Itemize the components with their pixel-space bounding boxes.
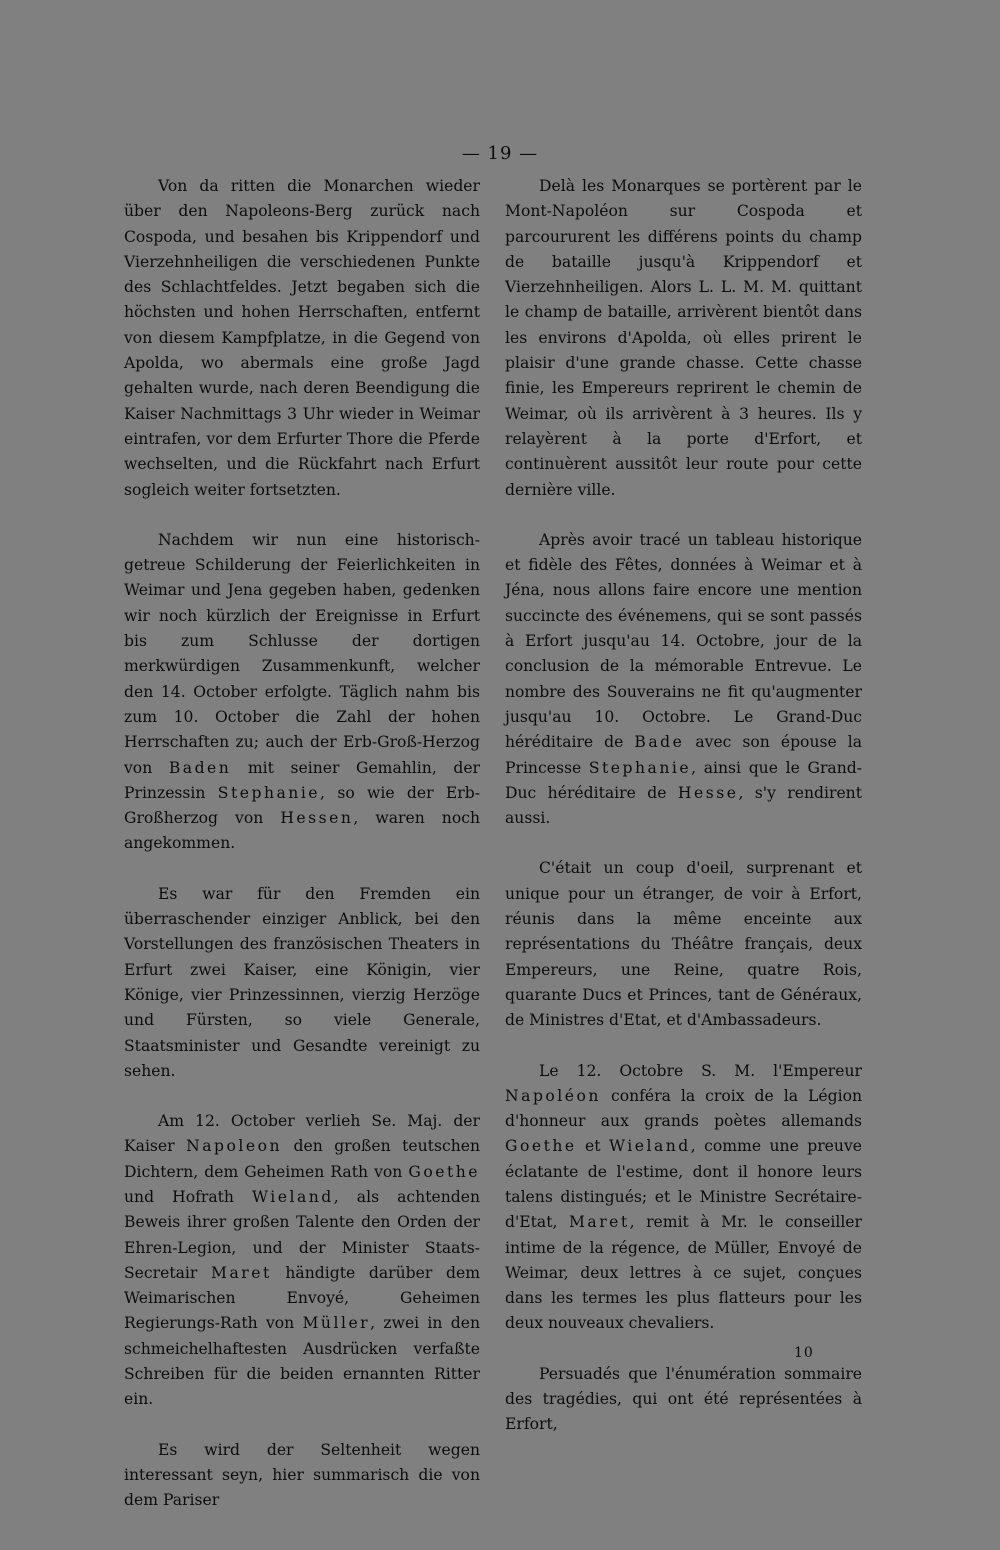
german-paragraph-1: Von da ritten die Monarchen wieder über den Napoleons-Berg zurück nach Cospoda, und besahen bis Krippendorf und Vierzehnheiligen die verschiedenen Punkte des Schlachtfeldes. Jetzt begaben sich die höchsten und hohen Herrschaften, entfernt von diesem Kampfplatze, in die Gegend von Apolda, wo abermals eine große Jagd gehalten wurde, nach deren Beendigung die Kaiser Nachmittags 3 Uhr wieder in Weimar eintrafen, vor dem Erfurter Thore die Pferde wechselten, und die Rückfahrt nach Erfurt sogleich weiter fortsetzten.: [124, 177, 480, 499]
french-paragraph-2: Après avoir tracé un tableau historique et fidèle des Fêtes, données à Weimar et à Jéna, nous allons faire encore une mention succincte des événemens, qui se sont passés à Erfort jusqu'au 14. Octobre, jour de la conclusion de la mémorable Entrevue. Le nombre des Souverains ne fit qu'augmenter jusqu'au 10. Octobre. Le Grand-Duc héréditaire de Bade avec son épouse la Princesse Stephanie, ainsi que le Grand-Duc héréditaire de Hesse, s'y rendirent aussi.: [505, 530, 862, 828]
german-paragraph-4: Am 12. October verlieh Se. Maj. der Kaiser Napoleon den großen teutschen Dichtern, dem Geheimen Rath von Goethe und Hofrath Wieland, als achtenden Beweis ihrer großen Talente den Orden der Ehren-Legion, und der Minister Staats-Secretair Maret händigte darüber dem Weimarischen Envoyé, Geheimen Regierungs-Rath von Müller, zwei in den schmeichelhaftesten Ausdrücken verfaßte Schreiben für die beiden ernannten Ritter ein.: [124, 1112, 481, 1409]
german-paragraph-5: Es wird der Seltenheit wegen interessant seyn, hier summarisch die von dem Pariser: [124, 1440, 480, 1510]
german-paragraph-2: Nachdem wir nun eine historisch-getreue Schilderung der Feierlichkeiten in Weimar und Jena gegeben haben, gedenken wir noch kürzlich der Ereignisse in Erfurt bis zum Schlusse der dortigen merkwürdigen Zusammenkunft, welcher den 14. October erfolgte. Täglich nahm bis zum 10. October die Zahl der hohen Herrschaften zu; auch der Erb-Groß-Herzog von Baden mit seiner Gemahlin, der Prinzessin Stephanie, so wie der Erb-Großherzog von Hessen, waren noch angekommen.: [124, 530, 481, 853]
german-paragraph-3: Es war für den Fremden ein überraschender einziger Anblick, bei den Vorstellungen des französischen Theaters in Erfurt zwei Kaiser, eine Königin, vier Könige, vier Prinzessinnen, vierzig Herzöge und Fürsten, so viele Generale, Staatsminister und Gesandte vereinigt zu sehen.: [124, 884, 480, 1080]
french-paragraph-5: Persuadés que l'énumération sommaire des tragédies, qui ont été représentées à Erfort,: [505, 1364, 862, 1434]
french-paragraph-3: C'était un coup d'oeil, surprenant et unique pour un étranger, de voir à Erfort, réunis dans la même enceinte aux représentations du Théâtre français, deux Empereurs, une Reine, quatre Rois, quarante Ducs et Princes, tant de Généraux, de Ministres d'Etat, et d'Ambassadeurs.: [505, 859, 862, 1030]
french-column: [505, 174, 862, 1463]
german-column: [124, 174, 480, 1539]
french-paragraph-1: Delà les Monarques se portèrent par le Mont-Napoléon sur Cospoda et parcoururent les différens points du champ de bataille jusqu'à Krippendorf et Vierzehnheiligen. Alors L. L. M. M. quittant le champ de bataille, arrivèrent bientôt dans les environs d'Apolda, où elles prirent le plaisir d'une grande chasse. Cette chasse finie, les Empereurs reprirent le chemin de Weimar, où ils arrivèrent à 3 heures. Ils y relayèrent à la porte d'Erfort, et continuèrent aussitôt leur route pour cette dernière ville.: [505, 177, 862, 499]
signature-mark: 10: [794, 1345, 814, 1361]
french-paragraph-4: Le 12. Octobre S. M. l'Empereur Napoléon conféra la croix de la Légion d'honneur aux grands poètes allemands Goethe et Wieland, comme une preuve éclatante de l'estime, dont il honore leurs talens distingués; et le Ministre Secrétaire-d'Etat, Maret, remit à Mr. le conseiller intime de la régence, de Müller, Envoyé de Weimar, deux lettres à ce sujet, conçues dans les termes les plus flatteurs pour les deux nouveaux chevaliers.: [505, 1061, 862, 1333]
page-number: — 19 —: [461, 143, 539, 164]
